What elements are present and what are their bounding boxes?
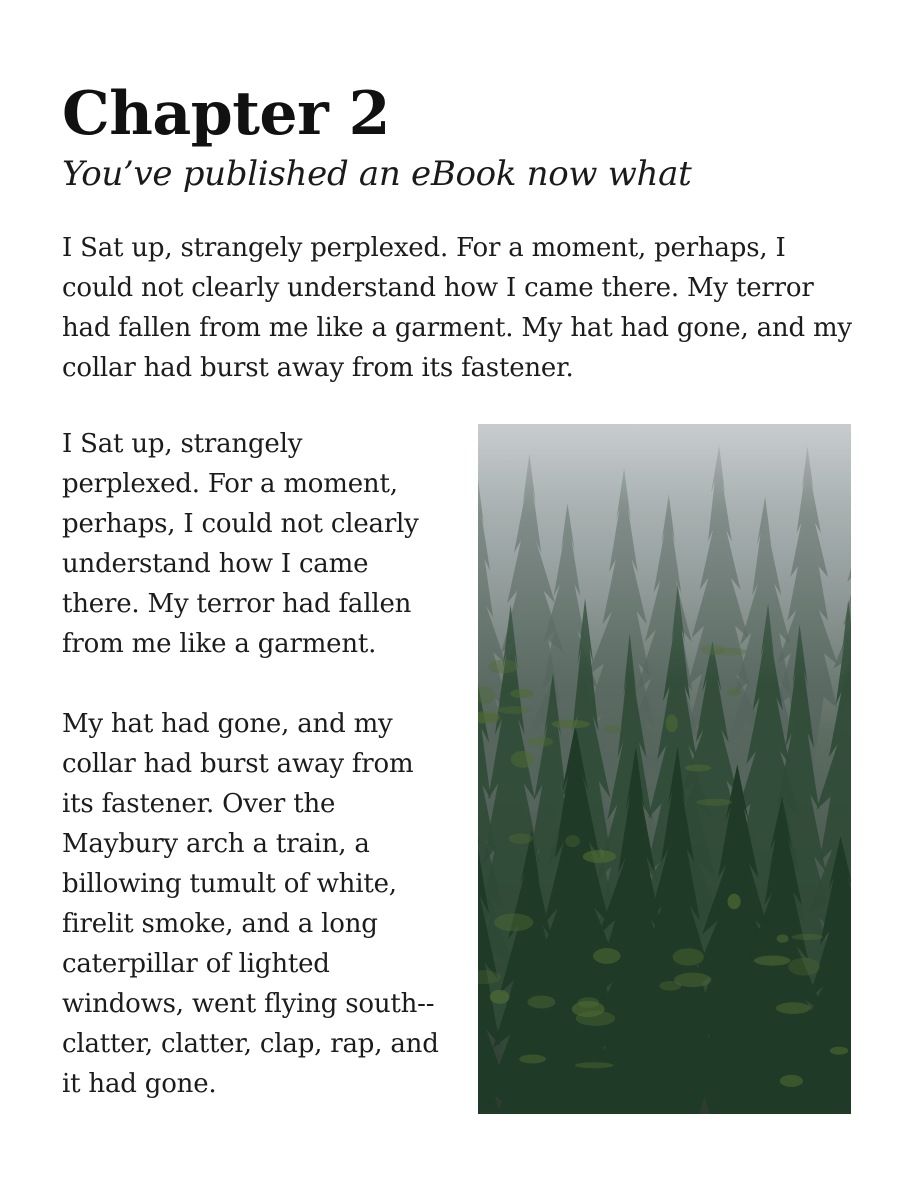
foliage-highlight (788, 958, 820, 976)
foliage-highlight (511, 751, 535, 768)
foliage-highlight (509, 833, 533, 844)
foliage-highlight (697, 799, 733, 806)
foliage-highlight (777, 934, 789, 942)
foliage-highlight (685, 764, 711, 771)
foliage-highlight (728, 894, 741, 909)
foliage-highlight (666, 714, 678, 732)
foliage-highlight (510, 689, 533, 698)
forest-illustration (478, 424, 851, 1114)
foliage-highlight (527, 996, 555, 1009)
foliage-highlight (727, 688, 741, 696)
foliage-highlight (791, 934, 823, 940)
chapter-title: Chapter 2 (62, 79, 390, 149)
chapter-subtitle: You’ve published an eBook now what (62, 154, 692, 194)
foliage-highlight (659, 981, 681, 991)
foliage-highlight (528, 737, 554, 747)
foliage-highlight (830, 1047, 848, 1055)
foliage-highlight (519, 1055, 546, 1064)
foliage-highlight (575, 1062, 614, 1068)
foliage-highlight (593, 948, 621, 964)
foliage-highlight (780, 1075, 803, 1087)
foliage-highlight (490, 990, 510, 1004)
foliage-highlight (494, 914, 533, 932)
side-paragraph-1: I Sat up, strangely perplexed. For a moment, perhaps, I could not clearly understand how I came there. My terror had fallen from me like a garment. (62, 429, 419, 659)
intro-paragraph: I Sat up, strangely perplexed. For a moment, perhaps, I could not clearly understand how I came there. My terror had fallen from me like a garment. My hat had gone, and my collar had burst away from its fastener. (62, 233, 852, 383)
foliage-highlight (776, 1002, 810, 1014)
foliage-highlight (572, 1001, 605, 1017)
side-paragraph-2: My hat had gone, and my collar had burst away from its fastener. Over the Maybury arch a train, a billowing tumult of white, firelit smoke, and a long caterpillar of lighted windows, went flying south--clatter, clatter, clap, rap, and it had gone. (62, 709, 439, 1099)
foliage-highlight (603, 725, 622, 733)
foliage-highlight (497, 706, 531, 714)
text-with-image-section (62, 424, 852, 1124)
foliage-highlight (673, 948, 704, 965)
forest-photo (478, 424, 851, 1114)
ebook-page (62, 78, 852, 1124)
foliage-highlight (754, 956, 790, 966)
foliage-highlight (565, 835, 580, 847)
foliage-highlight (583, 850, 616, 863)
side-text-column (62, 424, 447, 1144)
foliage-highlight (551, 720, 590, 729)
